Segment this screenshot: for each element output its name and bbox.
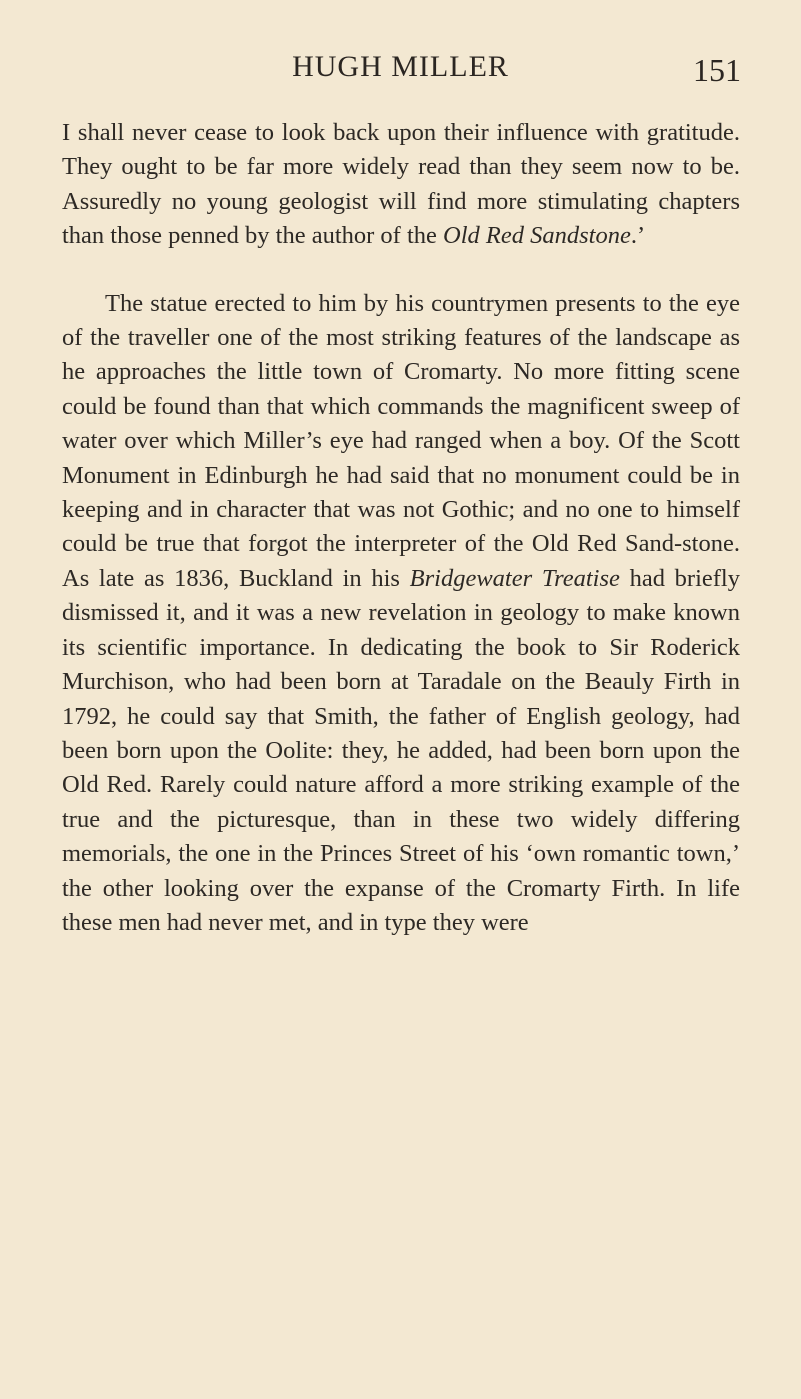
book-title-bridgewater-treatise: Bridgewater Treatise [409,564,620,592]
book-title-old-red-sandstone: Old Red Sandstone [443,222,631,250]
paragraph-1 [62,116,740,254]
page-number: 151 [693,52,741,88]
text-segment: had briefly dismissed it, and it was a new revelation in geology to make known its scientific importance. In dedicating the book to Sir Roderick Murchison, who had been born at Taradale on the Beauly Firth in 1792, he could say that Smith, the father of English geology, had been born upon the Oolite: they, he added, had been born upon the Old Red. Rarely could nature afford a more striking example of the true and the picturesque, than in these two widely differing memorials, the one in the Princes Street of his ‘own romantic town,’ the other looking over the expanse of the Cromarty Firth. In life these men had never met, and in type they were [62,564,740,936]
running-head-title: HUGH MILLER [292,50,509,83]
text-segment: The statue erected to him by his countrymen presents to the eye of the traveller one of the most striking features of the landscape as he approaches the little town of Cromarty. No more fitting scene could be found than that which commands the magnificent sweep of water over which Miller’s eye had ranged when a boy. Of the Scott Monument in Edinburgh he had said that no monument could be in keeping and in character that was not Gothic; and no one to himself could be true that forgot the interpreter of the Old Red Sand-stone. As late as 1836, Buckland in his [62,289,740,592]
paragraph-2 [62,287,740,941]
body-text [62,116,740,940]
text-segment: I shall never cease to look back upon their influence with gratitude. They ought to be far more widely read than they seem now to be. Assuredly no young geologist will find more stimulating chapters than those penned by the author of the [62,119,740,250]
running-head [0,44,801,88]
text-segment: .’ [630,222,646,250]
